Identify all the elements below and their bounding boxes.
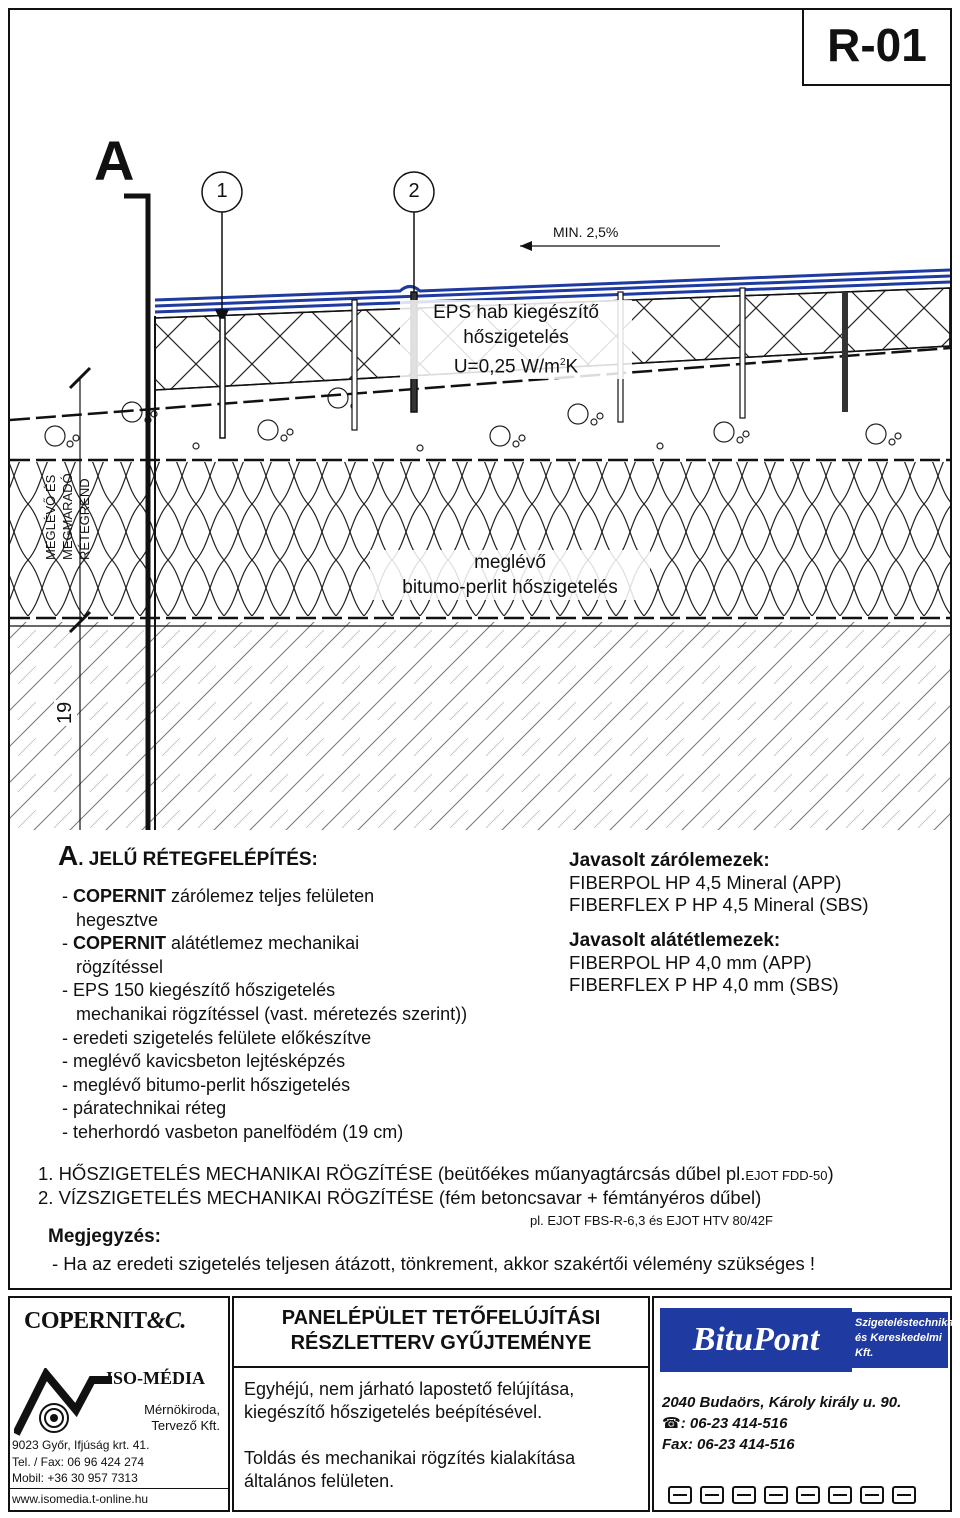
marker-2: 2 [408, 180, 420, 202]
recommend-block [569, 850, 939, 996]
product-icon [732, 1486, 756, 1504]
layer-item: hegesztve [76, 909, 159, 930]
eps-label [400, 300, 632, 379]
layer-item: - EPS 150 kiegészítő hőszigetelés [62, 980, 336, 1001]
concrete-slab [10, 622, 950, 832]
existing-layers-label: MEGLÉVŐ ÉS MEGMARADÓ RÉTEGREND [43, 473, 92, 560]
collection-title: PANELÉPÜLET TETŐFELÚJÍTÁSI RÉSZLETTERV GYŰJTEMÉNYE [281, 1307, 601, 1354]
fix-note-2-sub: pl. EJOT FBS-R-6,3 és EJOT HTV 80/42F [530, 1213, 773, 1228]
bitupont-address: 2040 Budaörs, Károly király u. 90. ☎: 06-23 414-516 Fax: 06-23 414-516 [662, 1394, 902, 1453]
recommend-top-item: FIBERPOL HP 4,5 Mineral (APP) [569, 872, 842, 893]
layer-item: - meglévő bitumo-perlit hőszigetelés [62, 1074, 351, 1095]
detail-description-1: Egyhéjú, nem járható lapostető felújítása, kiegészítő hőszigetelés beépítésével. [244, 1379, 575, 1422]
product-icon [860, 1486, 884, 1504]
detail-description-2: Toldás és mechanikai rögzítés kialakítása általános felületen. [244, 1448, 576, 1491]
product-icon [668, 1486, 692, 1504]
layer-item: - eredeti szigetelés felülete előkészítve [62, 1027, 372, 1048]
remark-title: Megjegyzés: [48, 1226, 161, 1247]
slab-thickness: 19 [54, 701, 76, 724]
section-letter: A [94, 129, 135, 192]
layer-keyword: COPERNIT [73, 886, 167, 906]
recommend-top-heading: Javasolt zárólemezek: [569, 850, 770, 871]
product-icons-row [668, 1486, 946, 1509]
isomedia-sub: Mérnökiroda, Tervező Kft. [144, 1402, 220, 1433]
eps-label-line1: EPS hab kiegészítő [433, 302, 599, 323]
layers-title: A. JELŰ RÉTEGFELÉPÍTÉS: [58, 840, 318, 871]
layers-list [62, 885, 562, 1150]
layer-keyword: COPERNIT [73, 933, 167, 954]
eps-label-line2: hőszigetelés [463, 327, 569, 348]
layer-item: - COPERNIT alátétlemez mechanikai [62, 933, 360, 954]
product-icon [764, 1486, 788, 1504]
layer-item: - COPERNIT zárólemez teljes felületen [62, 886, 375, 906]
layer-item: - meglévő kavicsbeton lejtésképzés [62, 1051, 346, 1072]
recommend-under-heading: Javasolt alátétlemezek: [569, 930, 781, 951]
footer-mid-divider [232, 1366, 650, 1368]
recommend-under-item: FIBERFLEX P HP 4,0 mm (SBS) [569, 974, 839, 995]
fix-note-1: 1. HŐSZIGETELÉS MECHANIKAI RÖGZÍTÉSE (beütőékes műanyagtárcsás dűbel pl.EJOT FDD-50) [38, 1163, 834, 1184]
isomedia-divider [10, 1488, 228, 1489]
product-icon [796, 1486, 820, 1504]
layer-item: mechanikai rögzítéssel (vast. méretezés szerint)) [76, 1004, 468, 1024]
isomedia-logo-mark [14, 1368, 114, 1438]
layer-item: - teherhordó vasbeton panelfödém (19 cm) [62, 1122, 404, 1142]
product-icon [828, 1486, 852, 1504]
phone-icon: ☎ [662, 1415, 681, 1432]
product-icon [700, 1486, 724, 1504]
isomedia-web[interactable]: www.isomedia.t-online.hu [12, 1492, 149, 1506]
copernit-logo: COPERNIT&C. [24, 1308, 186, 1334]
remark-text: - Ha az eredeti szigetelés teljesen átázott, tönkrement, akkor szakértői vélemény szükséges ! [52, 1253, 815, 1274]
isomedia-address: 9023 Győr, Ifjúság krt. 41. Tel. / Fax: 06 96 424 274 Mobil: +36 30 957 7313 [12, 1438, 150, 1485]
marker-1: 1 [216, 180, 228, 202]
layer-item: - páratechnikai réteg [62, 1098, 227, 1119]
product-icon [892, 1486, 916, 1504]
sheet-code: R-01 [827, 19, 927, 71]
isomedia-logo: ISO-MÉDIA [106, 1368, 206, 1388]
bitupont-sub: Szigeteléstechnikai és Kereskedelmi Kft. [852, 1312, 948, 1368]
fix-note-2: 2. VÍZSZIGETELÉS MECHANIKAI RÖGZÍTÉSE (fém betoncsavar + fémtányéros dűbel) [38, 1187, 762, 1208]
layer-item: rögzítéssel [76, 956, 164, 977]
recommend-top-item: FIBERFLEX P HP 4,5 Mineral (SBS) [569, 894, 869, 915]
eps-label-line3: U=0,25 $W/m^2K$ [453, 356, 579, 378]
recommend-under-item: FIBERPOL HP 4,0 mm (APP) [569, 952, 812, 973]
slope-label: MIN. 2,5% [553, 224, 619, 240]
bitupont-logo: BituPont [660, 1308, 852, 1372]
perlite-label: meglévő bitumo-perlit hőszigetelés [370, 550, 650, 600]
